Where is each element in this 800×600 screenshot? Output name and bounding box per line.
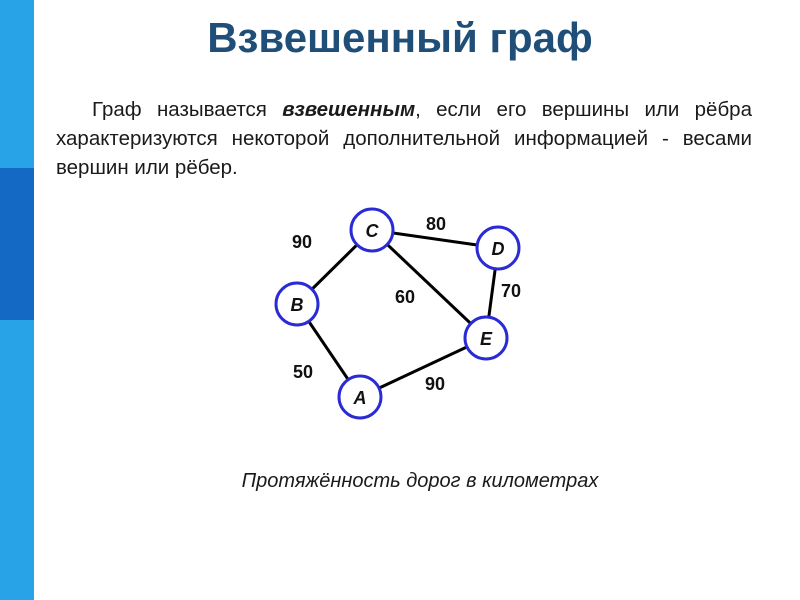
edge-weight-b-c: 90 [291,232,313,252]
edge-weight-a-e: 90 [424,374,446,394]
edge-weight-c-d: 80 [425,214,447,234]
definition-before: Граф называется [92,98,283,121]
node-label: C [365,221,379,241]
node-b [276,283,318,325]
edge-weight-b-a: 50 [292,362,314,382]
graph-edges [297,230,498,397]
definition-after: , если его вершины или рёбра характеризуются некоторой дополнительной информацией - весами вершин или рёбер. [56,98,752,179]
edge-weight-c-e: 60 [394,287,416,307]
node-label: B [290,295,304,315]
node-e [465,317,507,359]
slide-title: Взвешенный граф [207,14,593,61]
node-label: D [491,239,505,259]
node-d [477,227,519,269]
edge-weight-d-e: 70 [500,281,522,301]
node-a [339,376,381,418]
node-c [351,209,393,251]
edge-c-e [372,230,486,338]
node-label: A [353,388,367,408]
node-label: E [479,329,493,349]
definition-emphasis: взвешенным [282,98,416,121]
graph-nodes [276,209,522,418]
diagram-caption: Протяжённость дорог в километрах [241,470,599,492]
